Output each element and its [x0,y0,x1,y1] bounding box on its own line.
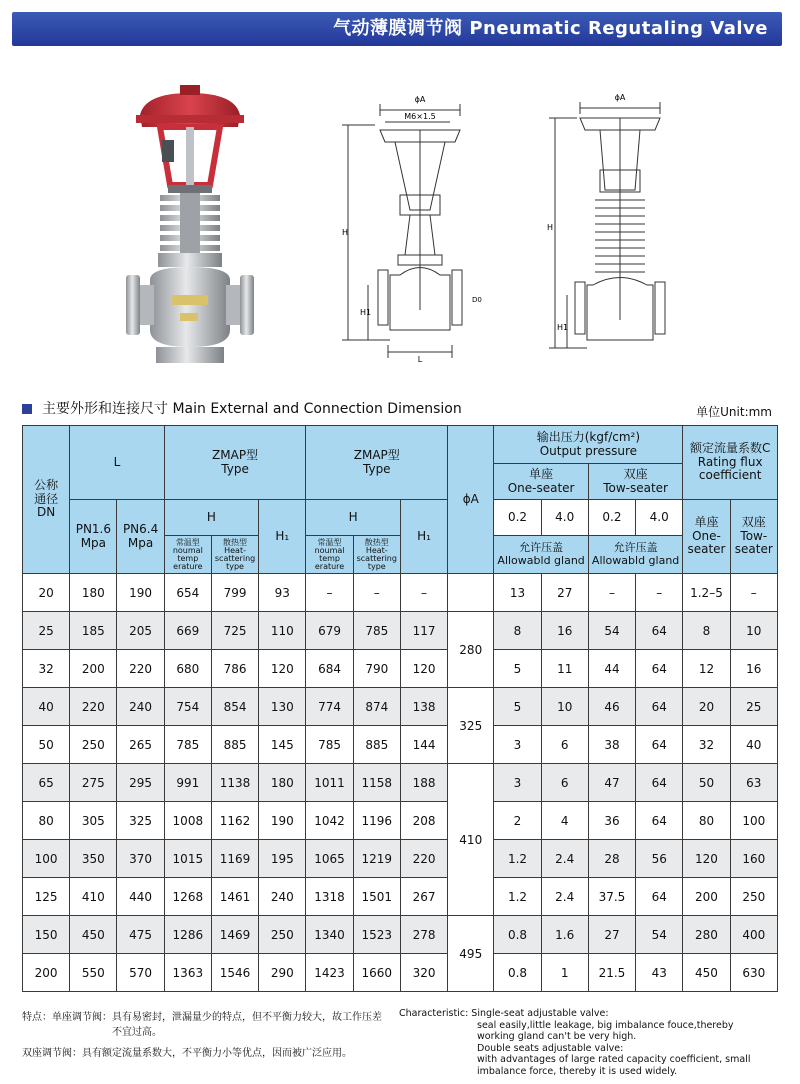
cell-h1n: 1008 [164,802,211,840]
dimension-table [22,425,778,992]
table-row [23,878,778,916]
header-double-seat: 双座 Tow-seater [588,464,683,500]
cell-h1n: 1015 [164,840,211,878]
cell-d40: 64 [636,688,683,726]
cell-s40: 6 [541,726,588,764]
cell-d02: 44 [588,650,635,688]
cell-s40: 1 [541,954,588,992]
cell-h1s: 786 [211,650,258,688]
D0-label: D0 [472,296,482,304]
cell-h2: 267 [400,878,447,916]
cell-h1: 110 [259,612,306,650]
table-row [23,802,778,840]
cell-pn64: 325 [117,802,164,840]
table-row [23,916,778,954]
cell-dn: 100 [23,840,70,878]
cell-cs: 450 [683,954,730,992]
cell-h2n: 774 [306,688,353,726]
cell-h2n: 1042 [306,802,353,840]
cell-h1n: 1363 [164,954,211,992]
cell-h1s: 854 [211,688,258,726]
cell-h1: 250 [259,916,306,954]
unit-label: 单位Unit:mm [696,405,772,419]
header-pressure-4-0-b: 4.0 [636,500,683,536]
note-text-double: 具有额定流量系数大，不平衡力小等优点，因而被广泛应用。 [82,1048,352,1059]
cell-cd: 10 [730,612,777,650]
cell-cs: 32 [683,726,730,764]
cell-s40: 27 [541,574,588,612]
cell-h2n: 785 [306,726,353,764]
H1-label: H1 [360,308,372,317]
cell-cs: 120 [683,840,730,878]
cell-d02: 47 [588,764,635,802]
note-en-line-1: Characteristic: Single-seat adjustable valve: [399,1008,609,1019]
header-gland-single: 允许压盖 Allowabld gland [494,536,588,574]
cell-pn64: 190 [117,574,164,612]
cell-s40: 11 [541,650,588,688]
cell-h1: 240 [259,878,306,916]
cell-h2: – [400,574,447,612]
cell-cs: 20 [683,688,730,726]
cell-pn64: 475 [117,916,164,954]
cell-s02: 5 [494,650,541,688]
cell-pn64: 240 [117,688,164,726]
notes-chinese [22,1010,382,1061]
cell-cs: 200 [683,878,730,916]
cell-s02: 3 [494,726,541,764]
cell-h1s: 725 [211,612,258,650]
cell-s40: 2.4 [541,878,588,916]
cell-dn: 32 [23,650,70,688]
cell-d40: 54 [636,916,683,954]
cell-h2s: 785 [353,612,400,650]
cell-d40: 64 [636,764,683,802]
page-title: 气动薄膜调节阀 Pneumatic Regutaling Valve [333,18,768,39]
cell-cd: 250 [730,878,777,916]
drawing-single-seat [340,90,500,365]
valve-photo [120,85,260,375]
cell-d40: 64 [636,612,683,650]
cell-dn: 200 [23,954,70,992]
header-heat-scatter-1: 散热型 Heat- scattering type [211,536,258,574]
cell-pn64: 440 [117,878,164,916]
cell-h2n: – [306,574,353,612]
cell-pn16: 275 [70,764,117,802]
cell-d02: 36 [588,802,635,840]
cell-h1s: 1469 [211,916,258,954]
cell-h1n: 669 [164,612,211,650]
cell-d40: 43 [636,954,683,992]
header-output-pressure: 输出压力(kgf/cm²) Output pressure [494,426,683,464]
cell-dn: 125 [23,878,70,916]
cell-d40: 56 [636,840,683,878]
cell-h2n: 1340 [306,916,353,954]
header-H-2: H [306,500,400,536]
cell-phiA: 410 [448,764,494,916]
cell-cd: 160 [730,840,777,878]
cell-d40: 64 [636,726,683,764]
cell-pn16: 185 [70,612,117,650]
table-row [23,840,778,878]
header-pressure-0-2-b: 0.2 [588,500,635,536]
cell-dn: 80 [23,802,70,840]
cell-h2: 117 [400,612,447,650]
cell-d40: – [636,574,683,612]
cell-h1n: 754 [164,688,211,726]
cell-h2: 220 [400,840,447,878]
cell-h1s: 799 [211,574,258,612]
header-rating-single: 单座 One- seater [683,500,730,574]
table-row [23,726,778,764]
cell-h1n: 654 [164,574,211,612]
cell-h2n: 684 [306,650,353,688]
cell-h2: 208 [400,802,447,840]
cell-d02: 21.5 [588,954,635,992]
cell-s40: 1.6 [541,916,588,954]
header-single-seat: 单座 One-seater [494,464,588,500]
table-row [23,954,778,992]
cell-cs: 1.2–5 [683,574,730,612]
cell-pn16: 220 [70,688,117,726]
cell-h1: 120 [259,650,306,688]
cell-cs: 50 [683,764,730,802]
cell-s40: 6 [541,764,588,802]
cell-phiA: 495 [448,916,494,992]
cell-h1n: 680 [164,650,211,688]
section-heading [22,400,782,418]
cell-h2: 138 [400,688,447,726]
cell-dn: 65 [23,764,70,802]
header-zmap-2: ZMAP型 Type [306,426,448,500]
cell-pn64: 570 [117,954,164,992]
cell-cd: 63 [730,764,777,802]
table-row [23,574,778,612]
note-en-line-3: working gland can't be very high. [477,1031,637,1042]
cell-cd: 630 [730,954,777,992]
cell-h2n: 1065 [306,840,353,878]
cell-pn64: 220 [117,650,164,688]
H-label-2: H [547,223,554,232]
cell-dn: 50 [23,726,70,764]
cell-h2s: 1158 [353,764,400,802]
cell-h1s: 1461 [211,878,258,916]
cell-h1s: 1546 [211,954,258,992]
cell-h2s: 790 [353,650,400,688]
cell-pn64: 370 [117,840,164,878]
cell-h2: 144 [400,726,447,764]
cell-s02: 13 [494,574,541,612]
cell-d02: 38 [588,726,635,764]
cell-h1n: 991 [164,764,211,802]
header-H1-2: H₁ [400,500,447,574]
cell-s40: 4 [541,802,588,840]
cell-h1n: 1286 [164,916,211,954]
cell-pn64: 205 [117,612,164,650]
cell-h2: 120 [400,650,447,688]
header-gland-double: 允许压盖 Allowabld gland [588,536,683,574]
header-pressure-4-0-a: 4.0 [541,500,588,536]
cell-cs: 8 [683,612,730,650]
cell-d02: – [588,574,635,612]
table-row [23,764,778,802]
cell-h2: 320 [400,954,447,992]
cell-dn: 40 [23,688,70,726]
cell-dn: 25 [23,612,70,650]
cell-pn16: 410 [70,878,117,916]
cell-pn64: 295 [117,764,164,802]
cell-s02: 5 [494,688,541,726]
cell-h1: 180 [259,764,306,802]
cell-h1: 195 [259,840,306,878]
cell-h1: 130 [259,688,306,726]
cell-cd: 100 [730,802,777,840]
cell-d02: 37.5 [588,878,635,916]
H1-label-2: H1 [557,323,569,332]
cell-pn16: 180 [70,574,117,612]
note-text-single: 具有易密封，泄漏量少的特点，但不平衡力较大，故工作压差不宜过高。 [112,1012,382,1038]
phiA-label-2: ϕA [614,93,626,102]
cell-phiA: 325 [448,688,494,764]
cell-d40: 64 [636,650,683,688]
cell-pn16: 550 [70,954,117,992]
notes-english [399,1008,784,1077]
header-normal-temp-1: 常温型 noumal temp erature [164,536,211,574]
cell-cd: 400 [730,916,777,954]
cell-h2n: 679 [306,612,353,650]
note-label-double: 双座调节阀： [22,1048,82,1059]
header-banner [12,12,782,46]
cell-d02: 28 [588,840,635,878]
cell-s40: 16 [541,612,588,650]
cell-pn16: 200 [70,650,117,688]
cell-d02: 54 [588,612,635,650]
cell-d02: 46 [588,688,635,726]
cell-h2n: 1318 [306,878,353,916]
cell-h2s: – [353,574,400,612]
table-row [23,688,778,726]
H-label: H [342,228,349,237]
cell-pn16: 350 [70,840,117,878]
cell-pn16: 305 [70,802,117,840]
header-rating: 额定流量系数C Rating flux coefficient [683,426,778,500]
cell-h1: 290 [259,954,306,992]
header-heat-scatter-2: 散热型 Heat- scattering type [353,536,400,574]
cell-d40: 64 [636,878,683,916]
header-phiA: ϕA [448,426,494,574]
header-L: L [70,426,164,500]
header-pressure-0-2-a: 0.2 [494,500,541,536]
cell-h2s: 1196 [353,802,400,840]
cell-h1: 145 [259,726,306,764]
phiA-label: ϕA [414,95,426,104]
section-title: 主要外形和连接尺寸 Main External and Connection Dimension [42,401,462,417]
cell-pn64: 265 [117,726,164,764]
cell-h2s: 1219 [353,840,400,878]
note-en-line-2: seal easily,little leakage, big imbalance fouce,thereby [477,1019,734,1031]
cell-s40: 10 [541,688,588,726]
cell-h2s: 1523 [353,916,400,954]
header-H1-1: H₁ [259,500,306,574]
note-en-line-4: Double seats adjustable valve: [477,1042,624,1054]
table-row [23,612,778,650]
cell-cs: 280 [683,916,730,954]
cell-cs: 12 [683,650,730,688]
cell-h2s: 874 [353,688,400,726]
cell-h1: 93 [259,574,306,612]
drawing-heat-scattering [545,90,680,365]
cell-cs: 80 [683,802,730,840]
cell-h1s: 1162 [211,802,258,840]
cell-h2n: 1423 [306,954,353,992]
cell-pn16: 250 [70,726,117,764]
note-label-single: 特点：单座调节阀： [22,1012,112,1023]
cell-h1s: 885 [211,726,258,764]
header-zmap-1: ZMAP型 Type [164,426,306,500]
header-H-1: H [164,500,258,536]
cell-h1s: 1138 [211,764,258,802]
cell-h2s: 1660 [353,954,400,992]
note-en-line-5: with advantages of large rated capacity coefficient, small [477,1054,751,1065]
cell-cd: – [730,574,777,612]
cell-s02: 2 [494,802,541,840]
cell-dn: 20 [23,574,70,612]
cell-s02: 1.2 [494,878,541,916]
L-label: L [417,355,423,364]
cell-h2s: 1501 [353,878,400,916]
cell-dn: 150 [23,916,70,954]
note-en-line-6: imbalance force, thereby it is used widely. [477,1065,678,1077]
header-normal-temp-2: 常温型 noumal temp erature [306,536,353,574]
cell-h1n: 1268 [164,878,211,916]
cell-cd: 40 [730,726,777,764]
cell-s02: 3 [494,764,541,802]
bullet-square-icon [22,404,32,414]
header-rating-double: 双座 Tow- seater [730,500,777,574]
cell-s02: 0.8 [494,954,541,992]
header-pn64: PN6.4 Mpa [117,500,164,574]
cell-h2: 188 [400,764,447,802]
cell-cd: 16 [730,650,777,688]
cell-phiA: 280 [448,612,494,688]
header-dn: 公称 通径 DN [23,426,70,574]
cell-s02: 0.8 [494,916,541,954]
cell-h1n: 785 [164,726,211,764]
cell-s02: 8 [494,612,541,650]
cell-d40: 64 [636,802,683,840]
header-pn16: PN1.6 Mpa [70,500,117,574]
cell-h2n: 1011 [306,764,353,802]
cell-s40: 2.4 [541,840,588,878]
cell-cd: 25 [730,688,777,726]
cell-h2: 278 [400,916,447,954]
cell-d02: 27 [588,916,635,954]
table-row [23,650,778,688]
cell-s02: 1.2 [494,840,541,878]
cell-phiA-empty [448,574,494,612]
cell-h1s: 1169 [211,840,258,878]
thread-label: M6×1.5 [404,112,436,121]
cell-h2s: 885 [353,726,400,764]
cell-h1: 190 [259,802,306,840]
cell-pn16: 450 [70,916,117,954]
